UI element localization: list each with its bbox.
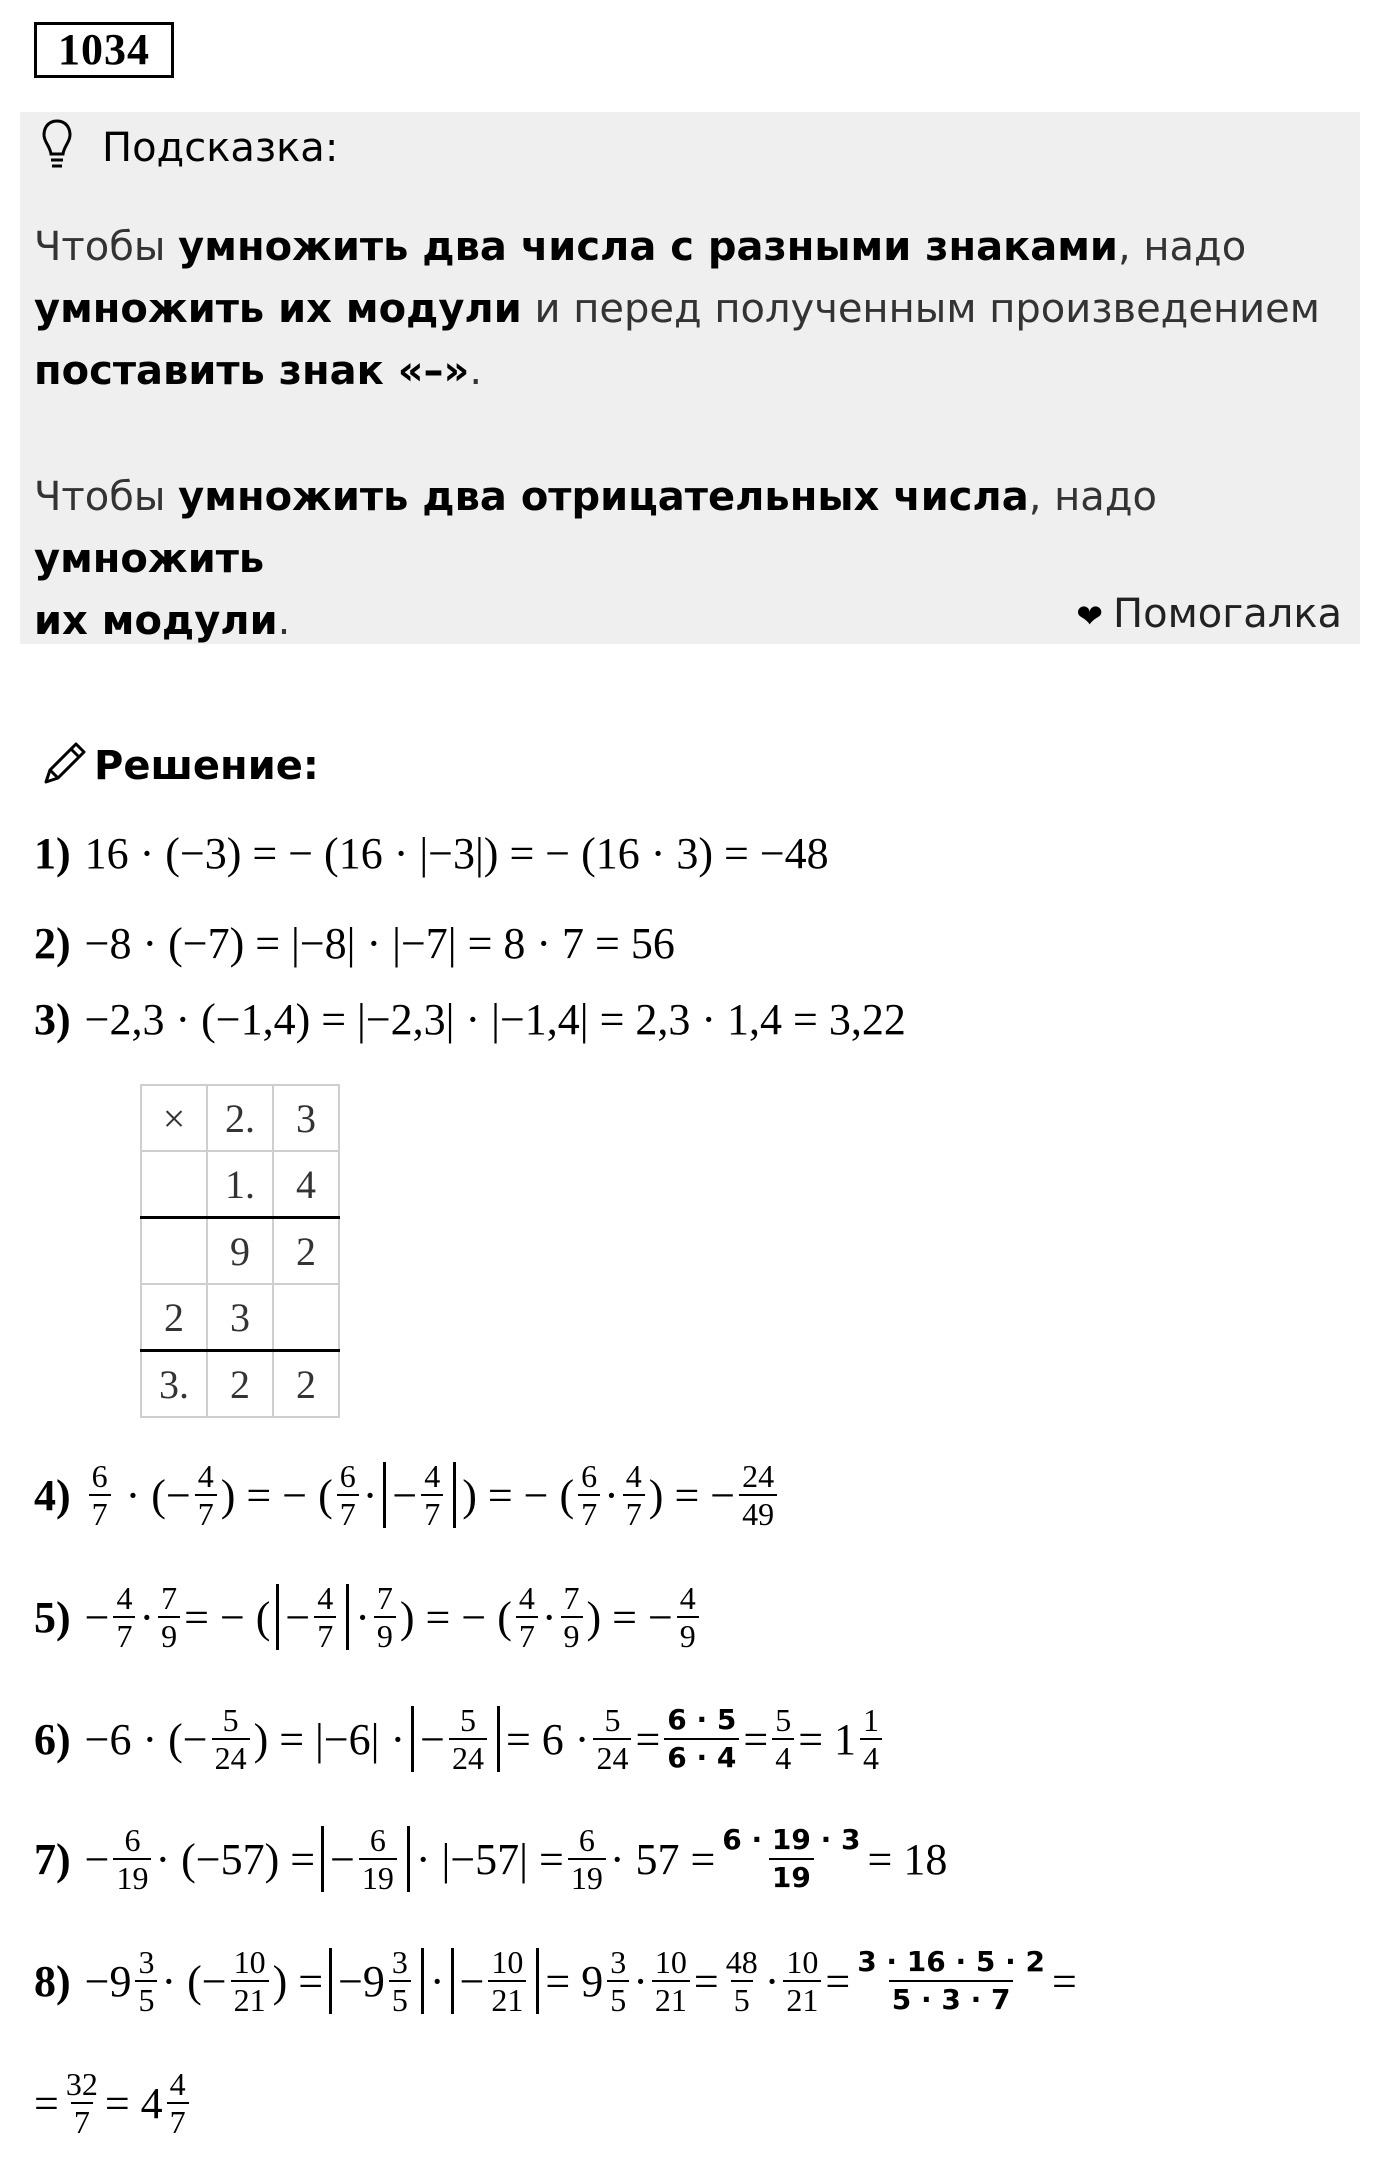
- brand-label: ❤ Помогалка: [1076, 591, 1342, 637]
- solution-line-4: 4) $\frac{6}{7}$ · (− $\frac{4}{7}$ ) = − ( $\frac{6}{7}$ · − $\frac{4}{7}$ ) = − ( $\frac{6}{7}$ · $\frac{4}{7}$ ) = − $\frac{24}{49}$: [34, 1458, 781, 1532]
- solution-line-3: 3) −2,3 · (−1,4) = |−2,3| · |−1,4| = 2,3 · 1,4 = 3,22: [34, 995, 906, 1044]
- hint-title: Подсказка:: [102, 125, 339, 171]
- problem-number: 1034: [34, 22, 174, 78]
- solution-line-8: 8) −9 $\frac{3}{5}$ · (− $\frac{10}{21}$ ) = −9 $\frac{3}{5}$ · − $\frac{10}{21}$ = 9 $\frac{3}{5}$ · $\frac{10}{21}$ = $\frac{48}{5}$ · $\frac{10}{21}$ = $\frac{3 \cdot 16 \cdot 5 \cdot 2}{5 \cdot 3 \cdot 7}$ =: [34, 1944, 1077, 2018]
- solution-line-9: = $\frac{32}{7}$ = 4 $\frac{4}{7}$: [34, 2066, 193, 2140]
- solution-line-1: 1) 16 · (−3) = − (16 · |−3|) = − (16 · 3) = −48: [34, 829, 829, 878]
- solution-line-6: 6) −6 · (− $\frac{5}{24}$ ) = |−6| · − $\frac{5}{24}$ = 6 · $\frac{5}{24}$ = $\frac{6 \cdot 5}{6 \cdot 4}$ = $\frac{5}{4}$ = 1 $\frac{1}{4}$: [34, 1702, 886, 1776]
- lightbulb-icon: [42, 118, 72, 174]
- solution-line-7: 7) − $\frac{6}{19}$ · (−57) = − $\frac{6}{19}$ · |−57| = $\frac{6}{19}$ · 57 = $\frac{6 \cdot 19 \cdot 3}{19}$ = 18: [34, 1822, 948, 1896]
- pencil-icon: [38, 738, 90, 790]
- hint-paragraph-2: Чтобы умножить два отрицательных числа, надо умножить их модули.: [34, 474, 1157, 644]
- column-multiplication: × 2. 3 1. 4 9 2 2 3 3. 2 2: [140, 1084, 340, 1418]
- solution-line-5: 5) − $\frac{4}{7}$ · $\frac{7}{9}$ = − ( − $\frac{4}{7}$ · $\frac{7}{9}$ ) = − ( $\frac{4}{7}$ · $\frac{7}{9}$ ) = − $\frac{4}{9}$: [34, 1580, 703, 1654]
- heart-icon: ❤: [1076, 597, 1104, 635]
- hint-paragraph-1: Чтобы умножить два числа с разными знаками, надо умножить их модули и перед полученным произведением поставить знак «–».: [34, 224, 1320, 394]
- solution-title: Решение:: [94, 743, 319, 789]
- solution-line-2: 2) −8 · (−7) = |−8| · |−7| = 8 · 7 = 56: [34, 919, 675, 968]
